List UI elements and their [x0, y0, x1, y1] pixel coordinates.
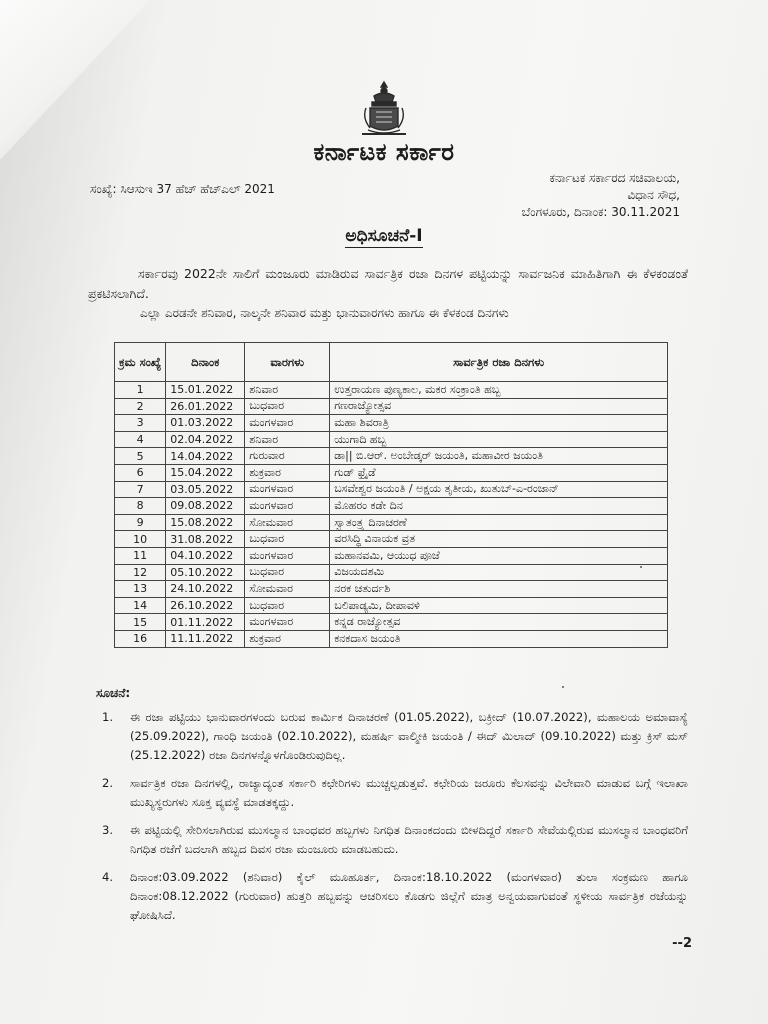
cell-day: ಮಂಗಳವಾರ [245, 498, 330, 515]
cell-date: 09.08.2022 [166, 498, 245, 515]
cell-serial: 9 [115, 514, 166, 531]
note-text: ಈ ಪಟ್ಟಿಯಲ್ಲಿ ಸೇರಿಸಲಾಗಿರುವ ಮುಸಲ್ಮಾನ ಬಾಂಧವರ ಹಬ್ಬಗಳು ನಿಗಧಿತ ದಿನಾಂಕದಂದು ಬೀಳದಿದ್ದರೆ ಸರ್ಕಾರಿ ಸೇವೆಯಲ್ಲಿರುವ ಮುಸಲ್ಮಾನ ಬಾಂಧವರಿಗೆ ನಿಗಧಿತ ರಜೆಗೆ ಬದಲಾಗಿ ಹಬ್ಬದ ದಿವಸ ರಜಾ ಮಂಜೂರು ಮಾಡಬಹುದು. [130, 823, 688, 856]
cell-holiday: ಮಹಾ ಶಿವರಾತ್ರಿ [330, 415, 668, 432]
cell-holiday: ಮೊಹರಂ ಕಡೇ ದಿನ [330, 498, 668, 515]
address-line: ವಿಧಾನ ಸೌಧ, [627, 188, 680, 202]
cell-holiday: ಡಾ|| ಬಿ.ಆರ್. ಅಂಬೇಡ್ಕರ್ ಜಯಂತಿ, ಮಹಾವೀರ ಜಯಂತಿ [330, 448, 668, 465]
cell-day: ಸೋಮವಾರ [245, 581, 330, 598]
cell-date: 31.08.2022 [166, 531, 245, 548]
table-row [115, 398, 668, 415]
note-number: 4. [102, 870, 114, 884]
cell-serial: 12 [115, 564, 166, 581]
table-row [115, 448, 668, 465]
note-item [96, 774, 688, 812]
notes-heading: ಸೂಚನೆ: [96, 686, 131, 700]
cell-date: 01.11.2022 [166, 614, 245, 631]
cell-date: 24.10.2022 [166, 581, 245, 598]
reference-number: ಸಂಖ್ಯೆ: ಸಿಆಸುಇ 37 ಹೆಚ್ ಹೆಚ್ಎಲ್ 2021 [90, 182, 275, 196]
karnataka-emblem-icon [352, 78, 416, 142]
cell-day: ಶುಕ್ರವಾರ [245, 464, 330, 481]
table-row [115, 547, 668, 564]
cell-serial: 11 [115, 547, 166, 564]
cell-holiday: ಬಲಿಪಾಡ್ಯಮಿ, ದೀಪಾವಳಿ [330, 597, 668, 614]
cell-serial: 1 [115, 382, 166, 399]
cell-date: 15.04.2022 [166, 464, 245, 481]
notification-title: ಅಧಿಸೂಚನೆ-I [345, 226, 423, 246]
column-header-day: ವಾರಗಳು [245, 343, 330, 382]
cell-holiday: ಬಸವೇಶ್ವರ ಜಯಂತಿ / ಅಕ್ಷಯ ತೃತೀಯ, ಖುತುಬ್-ಎ-ರಂಜಾನ್ [330, 481, 668, 498]
cell-holiday: ಮಹಾನವಮಿ, ಆಯುಧ ಪೂಜೆ [330, 547, 668, 564]
table-row [115, 464, 668, 481]
cell-holiday: ಉತ್ತರಾಯಣ ಪುಣ್ಯಕಾಲ, ಮಕರ ಸಂಕ್ರಾಂತಿ ಹಬ್ಬ [330, 382, 668, 399]
column-header-serial: ಕ್ರಮ ಸಂಖ್ಯೆ [115, 343, 166, 382]
address-date-line: ಬೆಂಗಳೂರು, ದಿನಾಂಕ: 30.11.2021 [521, 205, 680, 219]
table-row [115, 481, 668, 498]
intro-paragraph: ಸರ್ಕಾರವು 2022ನೇ ಸಾಲಿಗೆ ಮಂಜೂರು ಮಾಡಿರುವ ಸಾರ್ವತ್ರಿಕ ರಜಾ ದಿನಗಳ ಪಟ್ಟಿಯನ್ನು ಸಾರ್ವಜನಿಕ ಮಾಹಿತಿಗಾಗಿ ಈ ಕೆಳಕಂಡಂತೆ ಪ್ರಕಟಿಸಲಾಗಿದೆ. [88, 266, 688, 301]
note-item [96, 708, 688, 765]
note-item [96, 821, 688, 859]
cell-date: 01.03.2022 [166, 415, 245, 432]
column-header-date: ದಿನಾಂಕ [166, 343, 245, 382]
cell-holiday: ಗುಡ್ ಫ್ರೈಡೆ [330, 464, 668, 481]
cell-serial: 6 [115, 464, 166, 481]
column-header-holiday: ಸಾರ್ವತ್ರಿಕ ರಜಾ ದಿನಗಳು [330, 343, 668, 382]
cell-day: ಬುಧವಾರ [245, 398, 330, 415]
cell-day: ಶನಿವಾರ [245, 431, 330, 448]
note-text: ಈ ರಜಾ ಪಟ್ಟಿಯು ಭಾನುವಾರಗಳಂದು ಬರುವ ಕಾರ್ಮಿಕ ದಿನಾಚರಣೆ (01.05.2022), ಬಕ್ರೀದ್ (10.07.2022), ಮಹಾಲಯ ಅಮಾವಾಸ್ಯೆ (25.09.2022), ಗಾಂಧಿ ಜಯಂತಿ (02.10.2022), ಮಹರ್ಷಿ ವಾಲ್ಮೀಕಿ ಜಯಂತಿ / ಈದ್ ಮಿಲಾದ್ (09.10.2022) ಮತ್ತು ಕ್ರಿಸ್ ಮಸ್ (25.12.2022) ರಜಾ ದಿನಗಳನ್ನೊಳಗೊಂಡಿರುವುದಿಲ್ಲ. [130, 710, 688, 762]
cell-date: 15.08.2022 [166, 514, 245, 531]
cell-day: ಮಂಗಳವಾರ [245, 614, 330, 631]
cell-holiday: ಕನ್ನಡ ರಾಜ್ಯೋತ್ಸವ [330, 614, 668, 631]
address-line: ಕರ್ನಾಟಕ ಸರ್ಕಾರದ ಸಚಿವಾಲಯ, [549, 171, 680, 185]
cell-day: ಶನಿವಾರ [245, 382, 330, 399]
government-title: ಕರ್ನಾಟಕ ಸರ್ಕಾರ [313, 138, 455, 166]
cell-date: 15.01.2022 [166, 382, 245, 399]
table-header-row [115, 343, 668, 382]
cell-holiday: ಗಣರಾಜ್ಯೋತ್ಸವ [330, 398, 668, 415]
table-row [115, 382, 668, 399]
cell-day: ಮಂಗಳವಾರ [245, 547, 330, 564]
note-text: ದಿನಾಂಕ:03.09.2022 (ಶನಿವಾರ) ಕೈಲ್ ಮೂಹೂರ್ತ, ದಿನಾಂಕ:18.10.2022 (ಮಂಗಳವಾರ) ತುಲಾ ಸಂಕ್ರಮಣ ಹಾಗೂ ದಿನಾಂಕ:08.12.2022 (ಗುರುವಾರ) ಹುತ್ತರಿ ಹಬ್ಬವನ್ನು ಆಚರಿಸಲು ಕೊಡಗು ಜಿಲ್ಲೆಗೆ ಮಾತ್ರ ಅನ್ವಯವಾಗುವಂತೆ ಸ್ಥಳೀಯ ಸಾರ್ವತ್ರಿಕ ರಜೆಯನ್ನು ಘೋಷಿಸಿದೆ. [130, 870, 688, 922]
cell-serial: 10 [115, 531, 166, 548]
cell-day: ಸೋಮವಾರ [245, 514, 330, 531]
cell-day: ಬುಧವಾರ [245, 531, 330, 548]
cell-day: ಗುರುವಾರ [245, 448, 330, 465]
sub-intro-line: ಎಲ್ಲಾ ಎರಡನೇ ಶನಿವಾರ, ನಾಲ್ಕನೇ ಶನಿವಾರ ಮತ್ತು ಭಾನುವಾರಗಳು ಹಾಗೂ ಈ ಕೆಳಕಂಡ ದಿನಗಳು [140, 306, 509, 320]
cell-day: ಮಂಗಳವಾರ [245, 481, 330, 498]
cell-serial: 8 [115, 498, 166, 515]
table-body [115, 382, 668, 648]
cell-serial: 5 [115, 448, 166, 465]
cell-holiday: ಕನಕದಾಸ ಜಯಂತಿ [330, 630, 668, 647]
note-number: 2. [102, 776, 114, 790]
table-row [115, 498, 668, 515]
note-text: ಸಾರ್ವತ್ರಿಕ ರಜಾ ದಿನಗಳಲ್ಲಿ, ರಾಜ್ಯಾದ್ಯಂತ ಸರ್ಕಾರಿ ಕಛೇರಿಗಳು ಮುಚ್ಚಲ್ಪಡುತ್ತವೆ. ಕಛೇರಿಯ ಜರೂರು ಕೆಲಸವನ್ನು ವಿಲೇವಾರಿ ಮಾಡುವ ಬಗ್ಗೆ ಇಲಾಖಾ ಮುಖ್ಯಸ್ಥರುಗಳು ಸೂಕ್ತ ವ್ಯವಸ್ಥೆ ಮಾಡತಕ್ಕದ್ದು. [130, 776, 688, 809]
page-continuation: --2 [672, 936, 692, 951]
cell-serial: 4 [115, 431, 166, 448]
note-number: 1. [102, 710, 114, 724]
cell-date: 11.11.2022 [166, 630, 245, 647]
cell-day: ಬುಧವಾರ [245, 564, 330, 581]
cell-serial: 14 [115, 597, 166, 614]
cell-date: 14.04.2022 [166, 448, 245, 465]
cell-serial: 3 [115, 415, 166, 432]
note-number: 3. [102, 823, 114, 837]
cell-holiday: ಸ್ವಾತಂತ್ರ್ಯ ದಿನಾಚರಣೆ [330, 514, 668, 531]
holiday-table [114, 342, 668, 648]
cell-serial: 7 [115, 481, 166, 498]
cell-date: 05.10.2022 [166, 564, 245, 581]
cell-holiday: ನರಕ ಚತುರ್ದಶಿ [330, 581, 668, 598]
table-row [115, 597, 668, 614]
table-row [115, 564, 668, 581]
cell-date: 26.01.2022 [166, 398, 245, 415]
cell-holiday: ಯುಗಾದಿ ಹಬ್ಬ [330, 431, 668, 448]
cell-day: ಮಂಗಳವಾರ [245, 415, 330, 432]
scan-speck [562, 686, 564, 688]
cell-holiday: ವಿಜಯದಶಮಿ [330, 564, 668, 581]
cell-date: 02.04.2022 [166, 431, 245, 448]
cell-date: 26.10.2022 [166, 597, 245, 614]
cell-serial: 15 [115, 614, 166, 631]
cell-date: 03.05.2022 [166, 481, 245, 498]
cell-serial: 13 [115, 581, 166, 598]
cell-serial: 16 [115, 630, 166, 647]
table-row [115, 415, 668, 432]
scan-speck [640, 566, 642, 568]
cell-holiday: ವರಸಿದ್ಧಿ ವಿನಾಯಕ ವ್ರತ [330, 531, 668, 548]
table-row [115, 531, 668, 548]
table-row [115, 581, 668, 598]
notification-heading [0, 226, 768, 246]
table-row [115, 614, 668, 631]
cell-day: ಬುಧವಾರ [245, 597, 330, 614]
cell-date: 04.10.2022 [166, 547, 245, 564]
note-item [96, 868, 688, 925]
table-row [115, 630, 668, 647]
office-address [522, 170, 680, 221]
cell-serial: 2 [115, 398, 166, 415]
table-row [115, 514, 668, 531]
notes-list [96, 708, 688, 934]
table-row [115, 431, 668, 448]
cell-day: ಶುಕ್ರವಾರ [245, 630, 330, 647]
